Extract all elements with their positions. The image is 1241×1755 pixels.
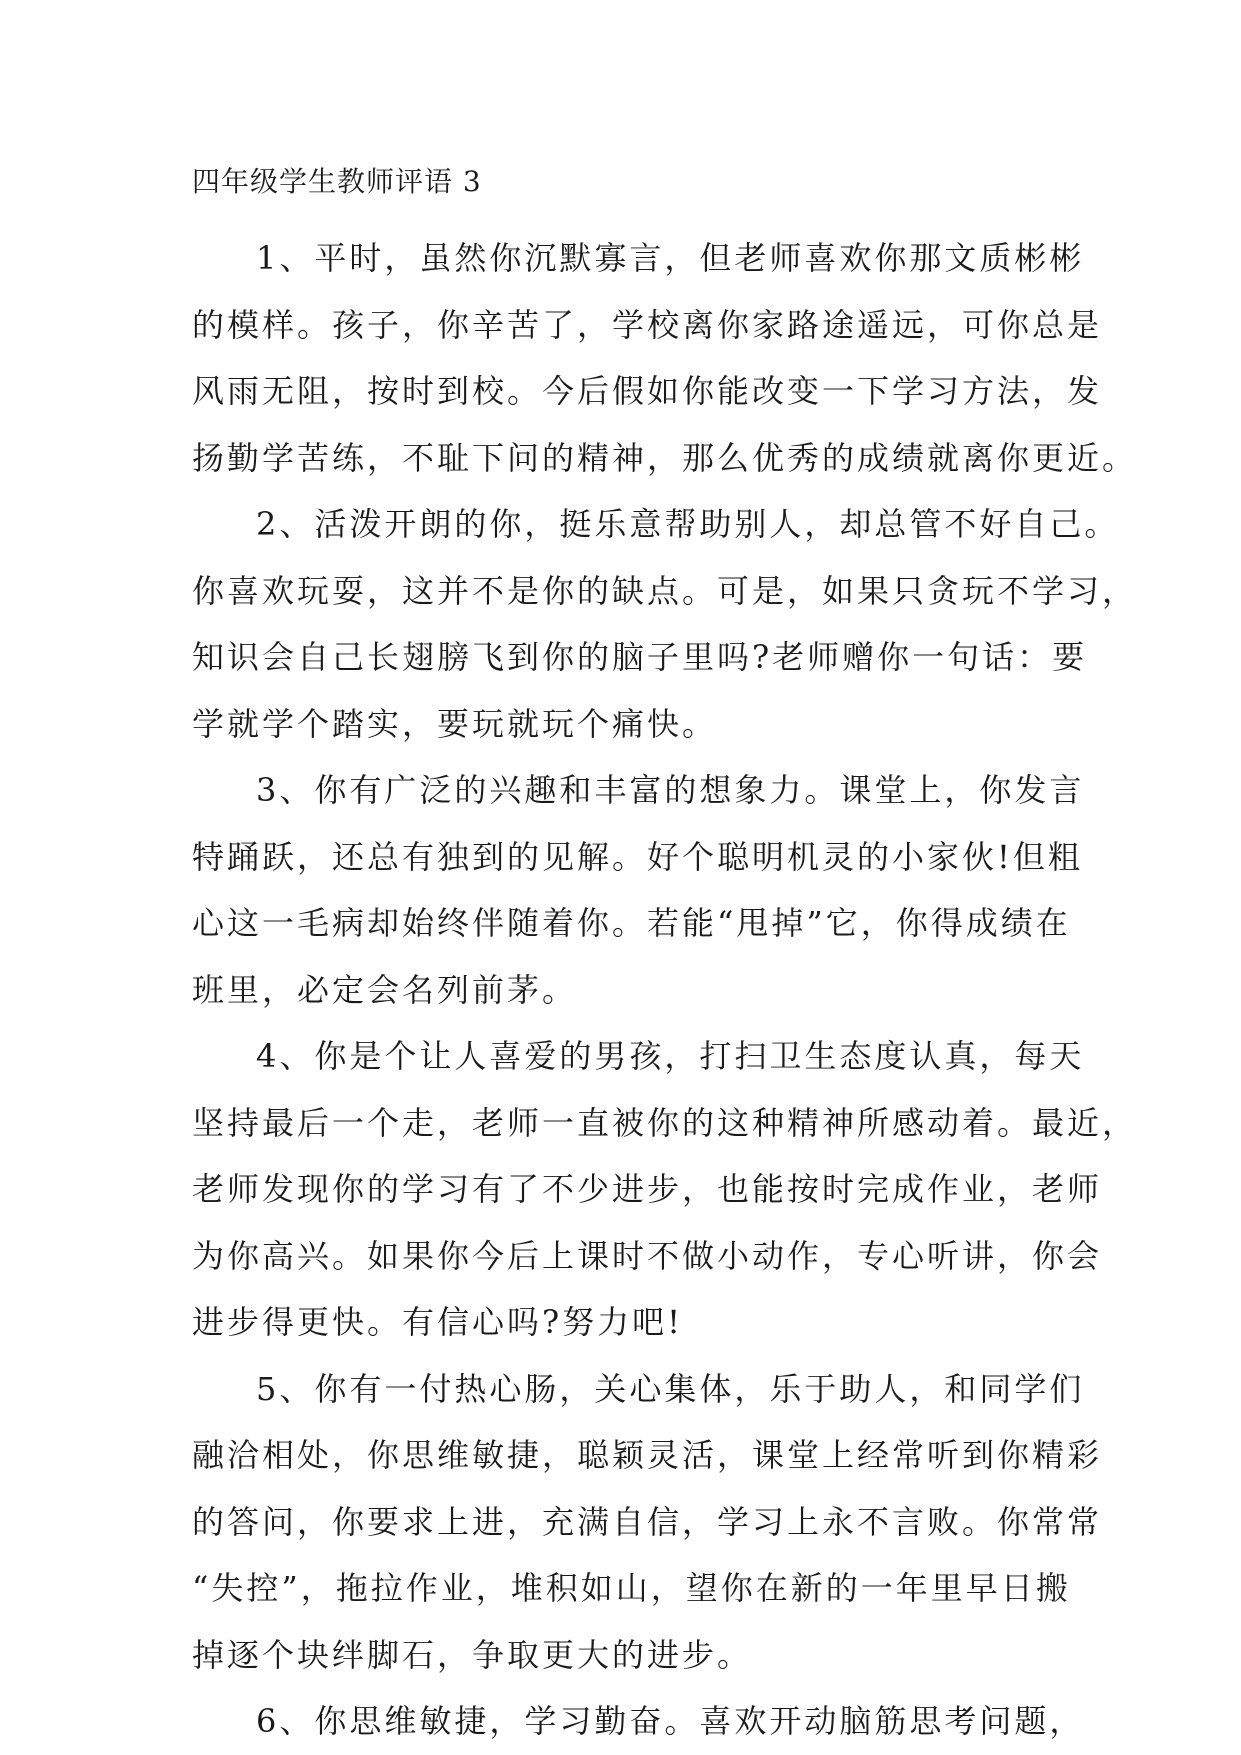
document-body [192, 225, 1138, 1755]
text-line: 心这一毛病却始终伴随着你。若能“甩掉”它，你得成绩在 [192, 904, 1071, 942]
text-line: 你喜欢玩耍，这并不是你的缺点。可是，如果只贪玩不学习， [192, 571, 1138, 610]
text-line: 风雨无阻，按时到校。今后假如你能改变一下学习方法，发 [192, 372, 1103, 410]
text-line: 1、平时，虽然你沉默寡言，但老师喜欢你那文质彬彬 [256, 239, 1085, 277]
text-line: 6、你思维敏捷，学习勤奋。喜欢开动脑筋思考问题， [256, 1702, 1085, 1740]
text-line: 4、你是个让人喜爱的男孩，打扫卫生态度认真，每天 [256, 1037, 1085, 1075]
text-line: 的模样。孩子，你辛苦了，学校离你家路途遥远，可你总是 [192, 305, 1103, 344]
comment-paragraph-1 [192, 225, 1138, 491]
comment-paragraph-4 [192, 1023, 1138, 1356]
text-line: 掉逐个块绊脚石，争取更大的进步。 [192, 1635, 753, 1674]
text-line: 知识会自己长翅膀飞到你的脑子里吗?老师赠你一句话：要 [192, 638, 1088, 676]
comment-paragraph-2 [192, 491, 1138, 757]
text-line: 为你高兴。如果你今后上课时不做小动作，专心听讲，你会 [192, 1236, 1103, 1275]
text-line: 的答问，你要求上进，充满自信，学习上永不言败。你常常 [192, 1502, 1103, 1541]
text-line: 融洽相处，你思维敏捷，聪颖灵活，课堂上经常听到你精彩 [192, 1436, 1103, 1474]
comment-paragraph-3 [192, 757, 1085, 1023]
text-line: 扬勤学苦练，不耻下问的精神，那么优秀的成绩就离你更近。 [192, 438, 1138, 477]
text-line: 3、你有广泛的兴趣和丰富的想象力。课堂上，你发言 [256, 771, 1085, 809]
comment-paragraph-6 [192, 1688, 1085, 1755]
text-line: 学就学个踏实，要玩就玩个痛快。 [192, 704, 718, 743]
comment-paragraph-5 [192, 1356, 1103, 1689]
document-title: 四年级学生教师评语 3 [192, 165, 482, 198]
text-line: 班里，必定会名列前茅。 [192, 970, 578, 1009]
text-line: 特踊跃，还总有独到的见解。好个聪明机灵的小家伙!但粗 [192, 837, 1083, 876]
text-line: 进步得更快。有信心吗?努力吧! [192, 1303, 684, 1341]
text-line: 坚持最后一个走，老师一直被你的这种精神所感动着。最近， [192, 1103, 1138, 1142]
text-line: “失控”，拖拉作业，堆积如山，望你在新的一年里早日搬 [192, 1569, 1071, 1607]
text-line: 5、你有一付热心肠，关心集体，乐于助人，和同学们 [256, 1369, 1085, 1408]
text-line: 2、活泼开朗的你，挺乐意帮助别人，却总管不好自己。 [256, 505, 1120, 543]
text-line: 老师发现你的学习有了不少进步，也能按时完成作业，老师 [192, 1170, 1103, 1208]
